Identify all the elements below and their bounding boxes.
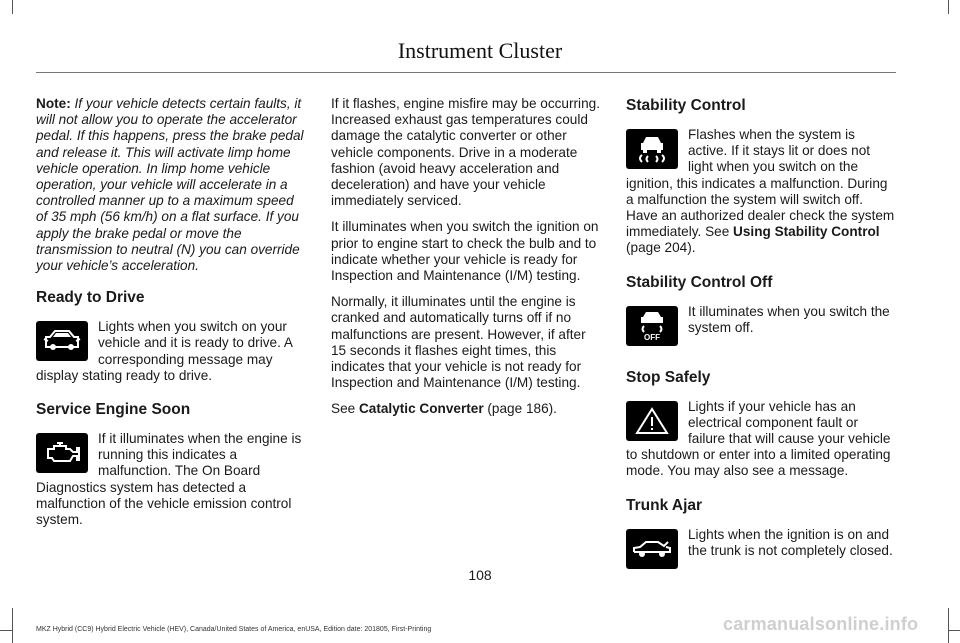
stability-control-text: Flashes when the system is active. If it stays lit or does not light when you switch on the ignition, this indicates a malfunction. During a malfunction the system will switch off. Have an authorized dealer check the system immediately. See: [626, 127, 895, 240]
stability-page: (page 204).: [626, 240, 696, 256]
page-title: Instrument Cluster: [397, 38, 563, 63]
stability-control-section: [626, 96, 896, 257]
header-divider: [36, 72, 896, 73]
catalytic-converter-link[interactable]: Catalytic Converter: [358, 401, 484, 417]
stop-safely-text: Lights if your vehicle has an electrical component fault or failure that will cause your vehicle to shutdown or enter into a limited operating mode. You may also see a message.: [626, 398, 891, 479]
trunk-ajar-section: [626, 496, 896, 575]
trunk-ajar-icon: [626, 529, 678, 569]
trunk-ajar-heading: Trunk Ajar: [626, 496, 703, 514]
note-paragraph: [36, 96, 306, 274]
skidding-car-off-icon: [626, 306, 678, 346]
trunk-ajar-text: Lights when the ignition is on and the trunk is not completely closed.: [688, 526, 893, 558]
im-testing-paragraph: Normally, it illuminates until the engine is cranked and automatically turns off if no malfunctions are present. However, if after 15 seconds it flashes eight times, this indicates that your vehicle is not ready for Inspection and Maintenance (I/M) testing.: [331, 294, 586, 391]
warning-triangle-icon: [626, 401, 678, 441]
stop-safely-heading: Stop Safely: [626, 368, 711, 386]
stability-control-heading: Stability Control: [626, 97, 746, 114]
ready-to-drive-car-icon: [36, 321, 88, 361]
see-prefix: See: [331, 401, 356, 417]
column-right: [626, 96, 896, 591]
ready-to-drive-heading: Ready to Drive: [36, 289, 145, 307]
catalytic-reference: [331, 401, 601, 417]
column-left: [36, 96, 306, 544]
note-label: Note:: [36, 96, 71, 111]
ready-to-drive-section: [36, 288, 306, 384]
using-stability-control-link[interactable]: Using Stability Control: [733, 224, 880, 240]
stop-safely-section: [626, 368, 896, 480]
service-engine-soon-heading: Service Engine Soon: [36, 401, 191, 419]
page-number: 108: [468, 567, 492, 583]
off-label: OFF: [644, 332, 660, 342]
stability-control-off-heading: Stability Control Off: [626, 273, 773, 291]
catalytic-page: (page 186).: [487, 401, 557, 417]
check-engine-icon: [36, 433, 88, 473]
stability-control-off-text: It illuminates when you switch the system off.: [688, 303, 890, 335]
misfire-paragraph: If it flashes, engine misfire may be occurring. Increased exhaust gas temperatures could damage the catalytic converter or other vehicle components. Drive in a moderate fashion (avoid heavy acceleration and deceleration) and have your vehicle immediately serviced.: [331, 96, 600, 209]
column-middle: [331, 96, 601, 428]
stability-control-off-section: [626, 273, 896, 352]
service-engine-soon-text: If it illuminates when the engine is running this indicates a malfunction. The On Board Diagnostics system has detected a malfunction of the vehicle emission control system.: [36, 431, 302, 528]
bulb-check-paragraph: It illuminates when you switch the ignition on prior to engine start to check the bulb and to indicate whether your vehicle is ready for Inspection and Maintenance (I/M) testing.: [331, 219, 599, 284]
ready-to-drive-text: Lights when you switch on your vehicle and it is ready to drive. A corresponding message may display stating ready to drive.: [36, 319, 293, 383]
skidding-car-icon: [626, 129, 678, 169]
footer-edition-text: MKZ Hybrid (CC9) Hybrid Electric Vehicle (HEV), Canada/United States of America, enUSA, Edition date: 201805, First-Printing: [36, 626, 432, 633]
service-engine-soon-section: [36, 400, 306, 528]
watermark: carmanualsonline.info: [723, 614, 919, 634]
note-text: If your vehicle detects certain faults, it will not allow you to operate the accelerator pedal. If this happens, press the brake pedal and release it. This will activate limp home vehicle operation. In limp home vehicle operation, your vehicle will accelerate in a controlled manner up to a maximum speed of 35 mph (56 km/h) on a flat surface. If you apply the brake pedal or move the transmission to neutral (N) you can override your vehicle’s acceleration.: [36, 96, 304, 274]
